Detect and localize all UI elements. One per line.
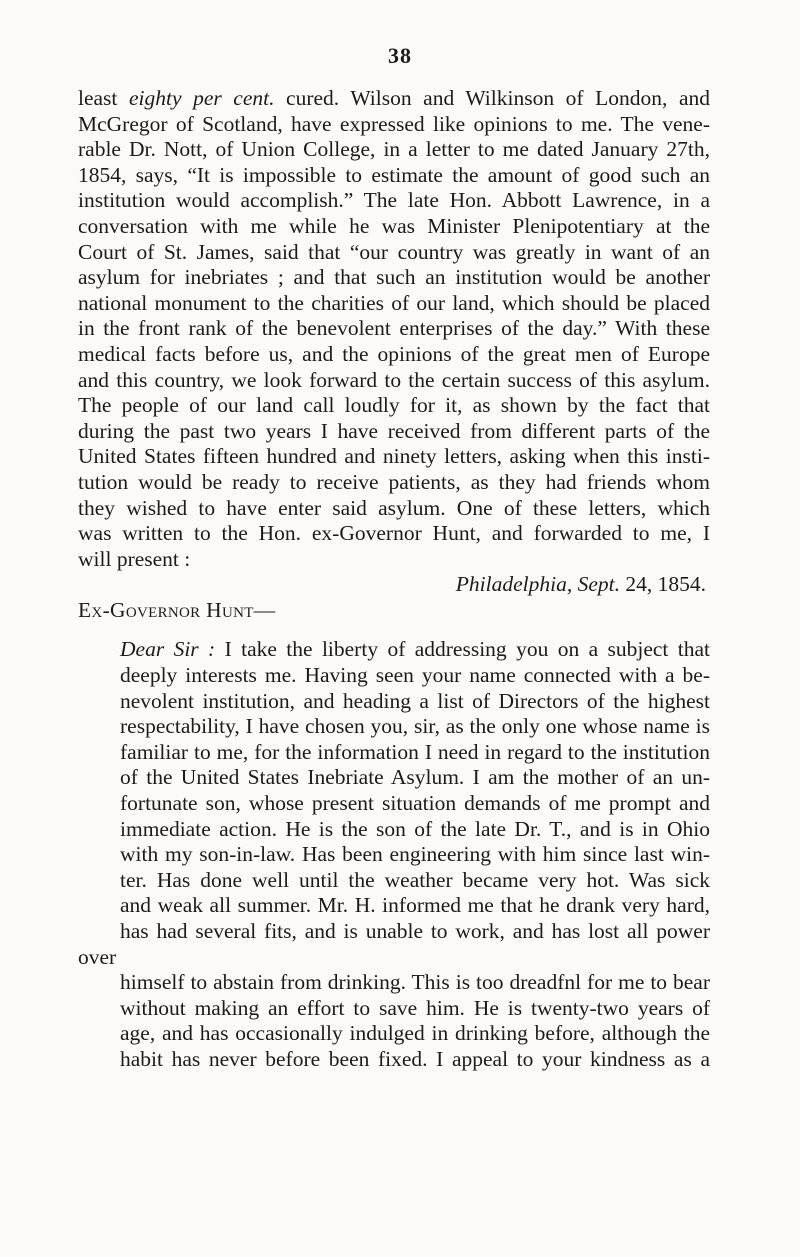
text-line: age, and has occasionally indulged in drinking before, although the [120,1021,710,1046]
letter-opening: Dear Sir : [120,637,216,662]
text-line: McGregor of Scotland, have expressed like opinions to me. The vene- [78,111,710,136]
text-line: respectability, I have chosen you, sir, as the only one whose name is [120,714,710,739]
text-line: familiar to me, for the information I need in regard to the institution [120,739,710,764]
text-line: institution would accomplish.” The late Hon. Abbott Lawrence, in a [78,188,710,213]
dateline-place: Philadelphia, Sept. [455,572,620,597]
page-body [78,86,710,1073]
text-line: 1854, says, “It is impossible to estimate the amount of good such an [78,162,710,187]
paragraph-intro [78,86,710,572]
text-line: in the front rank of the benevolent enterprises of the day.” With these [78,316,710,341]
text-line: habit has never before been fixed. I appeal to your kindness as a [120,1046,710,1071]
text-line: and this country, we look forward to the certain success of this asylum. [78,367,710,392]
text-line: has had several fits, and is unable to work, and has lost all power over [78,919,710,969]
text-line: national monument to the charities of our land, which should be placed [78,290,710,315]
italic-phrase: eighty per cent. [128,86,275,110]
dateline-year: 24, 1854. [625,572,706,597]
text-line: United States fifteen hundred and ninety letters, asking when this insti- [78,444,710,469]
text-line: of the United States Inebriate Asylum. I am the mother of an un- [120,765,710,790]
text-line: tution would be ready to receive patients, as they had friends whom [78,469,710,494]
text-line: The people of our land call loudly for it, as shown by the fact that [78,393,710,418]
text-line: fortunate son, whose present situation demands of me prompt and [120,791,710,816]
text-line: with my son-in-law. Has been engineering with him since last win- [120,842,710,867]
letter-body [78,637,710,1072]
text-line: deeply interests me. Having seen your name connected with a be- [120,663,710,688]
text-line: nevolent institution, and heading a list of Directors of the highest [120,688,710,713]
text-line: conversation with me while he was Minister Plenipotentiary at the [78,213,710,238]
letter-first-line: I take the liberty of addressing you on a subject that [215,637,711,662]
text-line: least eighty per cent. cured. Wilson and Wilkinson of London, and [78,86,710,110]
letter-dateline [78,572,710,598]
text-line: rable Dr. Nott, of Union College, in a letter to me dated January 27th, [78,137,710,162]
text-line: asylum for inebriates ; and that such an institution would be another [78,265,710,290]
text-line: without making an effort to save him. He is twenty-two years of [120,995,710,1020]
text-line: they wished to have enter said asylum. One of these letters, which [78,495,710,520]
text-line: ter. Has done well until the weather became very hot. Was sick [120,867,710,892]
text-line: and weak all summer. Mr. H. informed me that he drank very hard, [120,893,710,918]
text-line [78,637,710,663]
text-line: himself to abstain from drinking. This is too dreadfnl for me to bear [120,970,710,995]
text-line: during the past two years I have received from different parts of the [78,418,710,443]
letter-salutation: Ex-Governor Hunt— [78,597,276,622]
text-line: medical facts before us, and the opinions of the great men of Europe [78,341,710,366]
text-line: immediate action. He is the son of the late Dr. T., and is in Ohio [120,816,710,841]
page-number: 38 [388,43,412,68]
text-line: Court of St. James, said that “our country was greatly in want of an [78,239,710,264]
text-line: will present : [78,546,191,571]
text-line: was written to the Hon. ex-Governor Hunt, and forwarded to me, I [78,521,710,546]
